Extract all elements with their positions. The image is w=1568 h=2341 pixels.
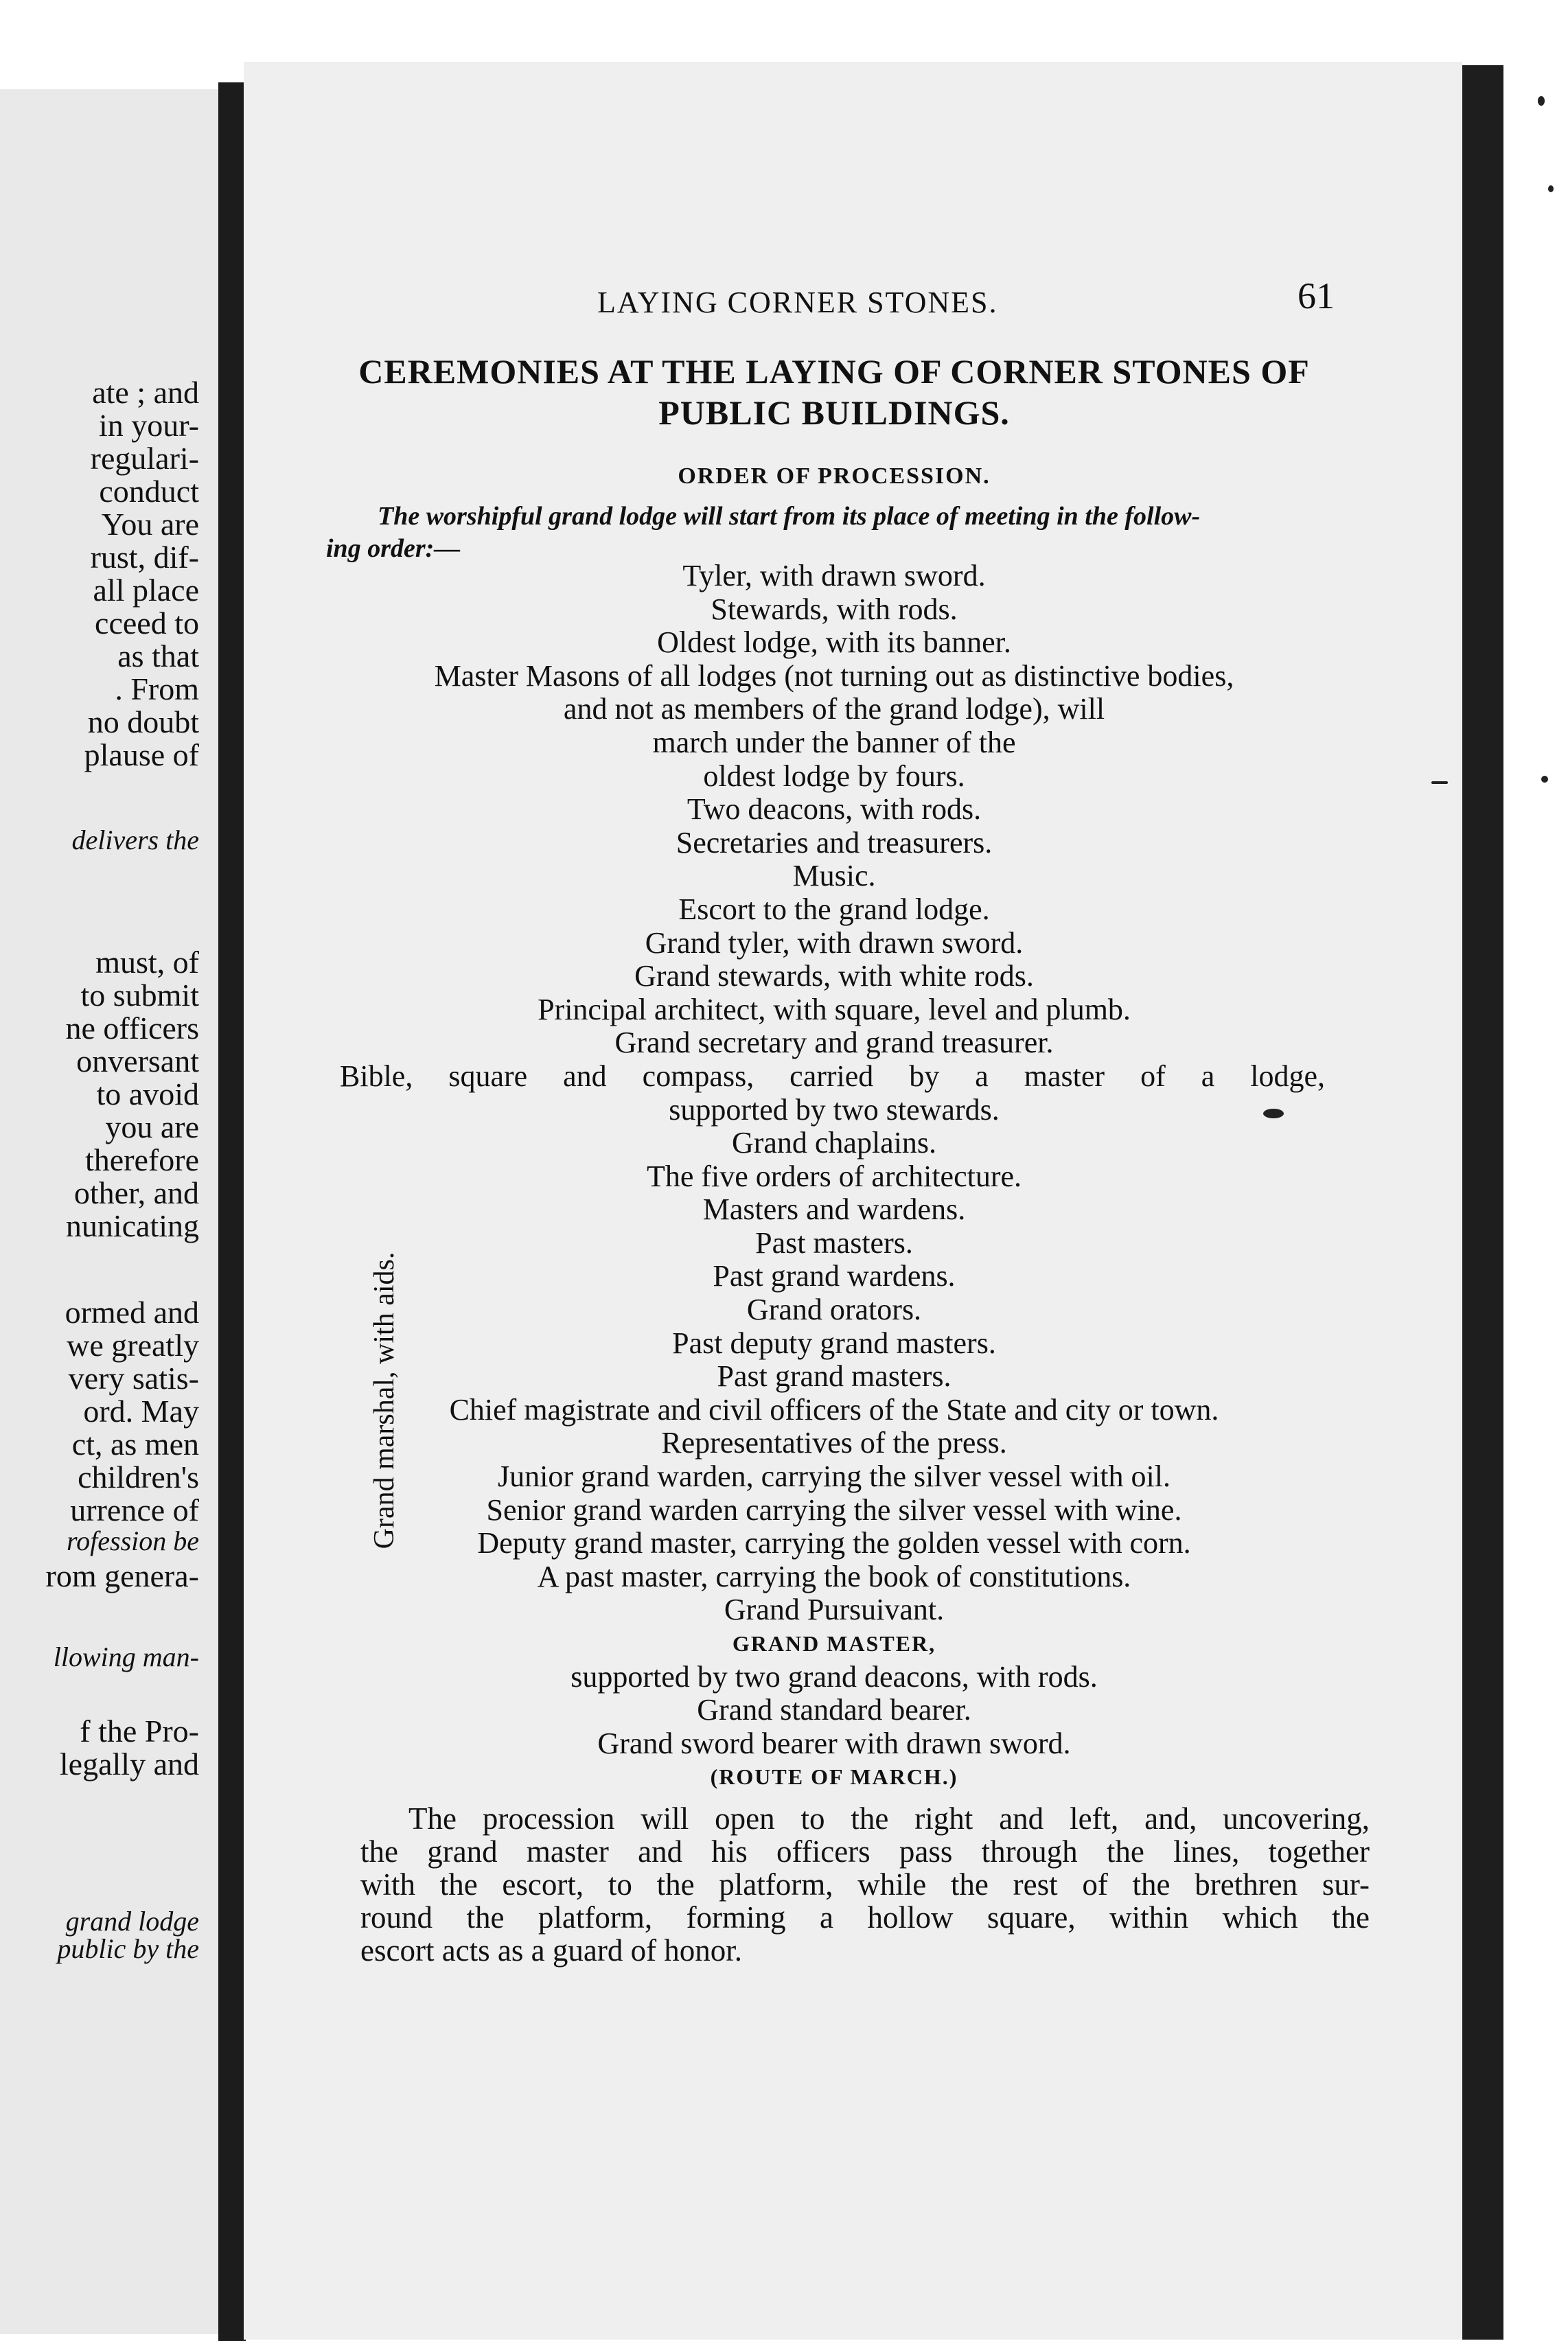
- scan-speck: [1263, 1109, 1284, 1118]
- scan-speck: [1538, 96, 1545, 106]
- left-page-line: rom genera-: [45, 1558, 199, 1593]
- procession-item: supported by two grand deacons, with rods.: [570, 1659, 1098, 1694]
- left-page-line: f the Pro-: [80, 1714, 199, 1749]
- procession-item: A past master, carrying the book of constitutions.: [537, 1559, 1131, 1593]
- left-page-line: children's: [78, 1460, 199, 1495]
- left-page-line: no doubt: [87, 704, 199, 739]
- procession-item: Master Masons of all lodges (not turning out as distinctive bodies,: [434, 658, 1234, 693]
- left-page-line: regulari-: [90, 441, 199, 476]
- procession-item: Past deputy grand masters.: [672, 1326, 996, 1360]
- left-page-line: You are: [101, 507, 199, 542]
- closing-paragraph: [360, 1802, 1370, 1967]
- order-heading: ORDER OF PROCESSION.: [678, 463, 991, 489]
- intro-line-1: The worshipful grand lodge will start from its place of meeting in the follow-: [378, 502, 1201, 531]
- previous-page-fragment: [0, 89, 220, 2334]
- left-page-line: ate ; and: [92, 375, 199, 410]
- procession-item: Masters and wardens.: [702, 1192, 966, 1227]
- procession-item: Senior grand warden carrying the silver vessel with wine.: [486, 1492, 1182, 1527]
- procession-item: Secretaries and treasurers.: [676, 825, 993, 860]
- route-heading: (ROUTE OF MARCH.): [710, 1764, 958, 1789]
- left-page-line: cceed to: [95, 606, 199, 641]
- procession-item: Grand stewards, with white rods.: [634, 959, 1034, 993]
- procession-item: Bible, square and compass, carried by a master of a lodge,: [340, 1059, 1325, 1093]
- scan-speck: [1431, 781, 1448, 784]
- procession-item: Grand standard bearer.: [697, 1693, 971, 1727]
- closing-line: The procession will open to the right and left, and, uncovering,: [408, 1801, 1370, 1836]
- left-page-line: legally and: [59, 1746, 199, 1781]
- left-page-line: onversant: [76, 1043, 199, 1079]
- closing-line: the grand master and his officers pass through the lines, together: [360, 1834, 1370, 1869]
- procession-item: Deputy grand master, carrying the golden vessel with corn.: [477, 1526, 1191, 1560]
- left-page-line: as that: [117, 638, 199, 673]
- procession-item: Stewards, with rods.: [711, 592, 958, 626]
- left-page-line: rust, dif-: [90, 540, 199, 575]
- procession-item: Grand sword bearer with drawn sword.: [597, 1726, 1071, 1760]
- procession-item: Tyler, with drawn sword.: [682, 559, 986, 592]
- left-page-line: to avoid: [96, 1076, 199, 1111]
- left-page-line: ne officers: [65, 1011, 199, 1046]
- scan-speck: [1541, 776, 1548, 783]
- procession-item: Grand chaplains.: [731, 1126, 937, 1160]
- left-page-line: we greatly: [67, 1328, 199, 1363]
- running-head: LAYING CORNER STONES.: [597, 286, 998, 319]
- chapter-title-line-2: PUBLIC BUILDINGS.: [658, 393, 1010, 432]
- left-page-line: rofession be: [67, 1525, 199, 1556]
- closing-line: with the escort, to the platform, while the rest of the brethren sur-: [360, 1867, 1370, 1902]
- procession-item: Past grand wardens.: [713, 1259, 956, 1293]
- intro-line-2: ing order:—: [326, 534, 461, 563]
- chapter-title-line-1: CEREMONIES AT THE LAYING OF CORNER STONES OF: [358, 352, 1310, 391]
- procession-item: oldest lodge by fours.: [703, 759, 965, 793]
- left-page-line: grand lodge: [65, 1906, 199, 1937]
- left-page-line: public by the: [57, 1933, 199, 1964]
- left-page-line: ct, as men: [71, 1427, 199, 1462]
- left-page-line: very satis-: [68, 1361, 199, 1396]
- left-page-line: plause of: [84, 737, 199, 772]
- scan-margin: [1503, 65, 1568, 2340]
- closing-line: round the platform, forming a hollow square, within which the: [360, 1900, 1370, 1935]
- page-number: 61: [1298, 275, 1335, 316]
- procession-item: Escort to the grand lodge.: [678, 892, 990, 926]
- left-page-line: ormed and: [65, 1295, 199, 1330]
- book-gutter: [218, 82, 246, 2341]
- procession-item: Principal architect, with square, level and plumb.: [538, 992, 1131, 1026]
- procession-item: Junior grand warden, carrying the silver vessel with oil.: [498, 1460, 1171, 1494]
- left-page-line: llowing man-: [53, 1641, 199, 1672]
- page-edge-shadow: [1462, 65, 1503, 2340]
- procession-item: GRAND MASTER,: [732, 1631, 936, 1656]
- procession-item: Grand Pursuivant.: [724, 1593, 945, 1627]
- left-page-line: other, and: [73, 1175, 199, 1210]
- side-label-grand-marshal: Grand marshal, with aids.: [369, 1252, 400, 1549]
- procession-item: march under the banner of the: [652, 725, 1016, 759]
- procession-item: Grand tyler, with drawn sword.: [645, 925, 1024, 960]
- left-page-line: to submit: [80, 978, 199, 1013]
- left-page-line: nunicating: [65, 1208, 199, 1243]
- procession-item: supported by two stewards.: [669, 1092, 1000, 1127]
- procession-item: Grand secretary and grand treasurer.: [614, 1026, 1054, 1060]
- procession-item: Grand orators.: [746, 1293, 922, 1327]
- scan-speck: [1548, 185, 1554, 192]
- procession-item: The five orders of architecture.: [646, 1159, 1022, 1193]
- left-page-line: you are: [105, 1109, 199, 1144]
- left-page-line: delivers the: [71, 824, 199, 855]
- left-page-line: conduct: [99, 474, 199, 509]
- left-page-line: in your-: [99, 408, 199, 443]
- procession-item: Past grand masters.: [717, 1359, 952, 1394]
- left-page-line: urrence of: [70, 1492, 199, 1527]
- procession-item: Chief magistrate and civil officers of the State and city or town.: [449, 1392, 1219, 1427]
- procession-item: Music.: [792, 859, 876, 893]
- procession-item: Past masters.: [755, 1225, 913, 1260]
- procession-item: Oldest lodge, with its banner.: [657, 625, 1011, 660]
- procession-list: [323, 560, 1346, 1760]
- closing-line: escort acts as a guard of honor.: [360, 1933, 743, 1968]
- procession-item: Two deacons, with rods.: [687, 792, 982, 827]
- procession-item: and not as members of the grand lodge), will: [563, 692, 1105, 726]
- procession-item: Representatives of the press.: [661, 1426, 1007, 1460]
- left-page-line: must, of: [95, 945, 199, 980]
- left-page-line: all place: [93, 573, 199, 608]
- left-page-line: therefore: [85, 1142, 199, 1177]
- left-page-line: ord. May: [83, 1394, 199, 1429]
- left-page-line: . From: [115, 671, 199, 706]
